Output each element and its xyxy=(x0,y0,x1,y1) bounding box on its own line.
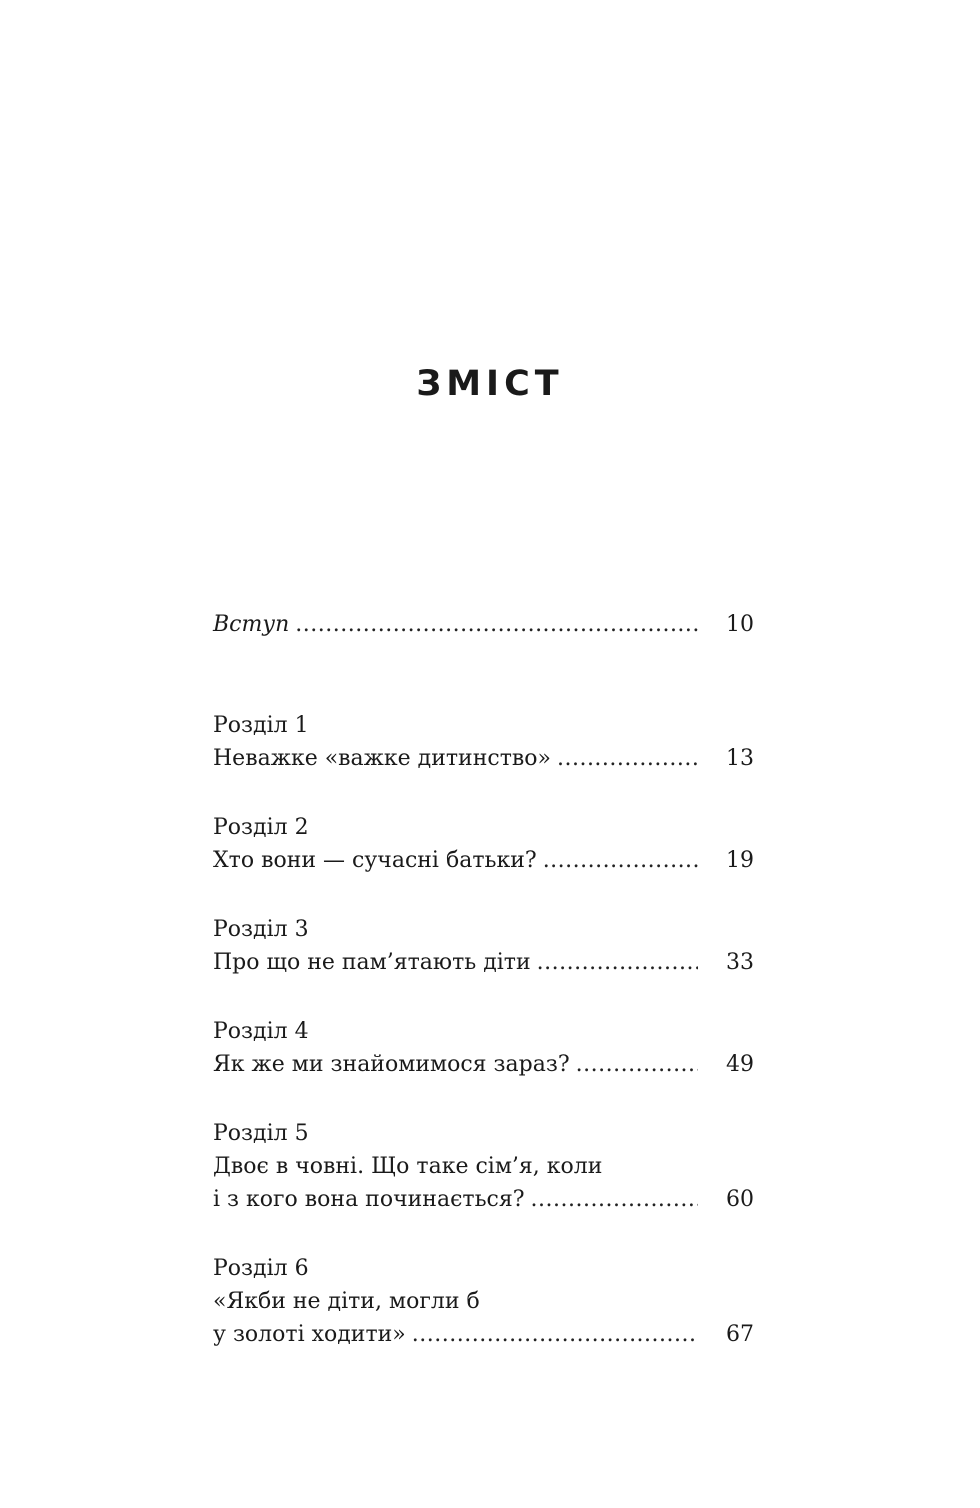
toc-entry-title: Неважке «важке дитинство» xyxy=(213,746,551,771)
chapter-label: Розділ 4 xyxy=(213,1019,309,1044)
table-of-contents xyxy=(213,608,754,1351)
chapter-label: Розділ 1 xyxy=(213,713,309,738)
toc-page-number: 67 xyxy=(726,1322,754,1347)
toc-entry-chapter-6[interactable] xyxy=(213,1253,754,1351)
toc-page-number: 60 xyxy=(726,1187,754,1212)
toc-entry-title-line-1: Двоє в човні. Що таке сім’я, коли xyxy=(213,1154,603,1179)
dot-leader xyxy=(412,1318,698,1351)
chapter-label: Розділ 5 xyxy=(213,1121,309,1146)
dot-leader xyxy=(531,1183,698,1216)
toc-entry-title-line-2: у золоті ходити» xyxy=(213,1322,406,1347)
toc-entry-chapter-2[interactable] xyxy=(213,812,754,877)
toc-page-number: 49 xyxy=(726,1052,754,1077)
chapter-label: Розділ 6 xyxy=(213,1256,309,1281)
toc-entry-title: Вступ xyxy=(213,612,290,637)
dot-leader xyxy=(537,946,698,979)
toc-entry-intro[interactable] xyxy=(213,608,754,641)
toc-entry-title: Хто вони — сучасні батьки? xyxy=(213,848,537,873)
toc-page-number: 13 xyxy=(726,746,754,771)
dot-leader xyxy=(295,608,698,641)
toc-page-number: 33 xyxy=(726,950,754,975)
toc-entry-chapter-3[interactable] xyxy=(213,914,754,979)
toc-entry-title-line-1: «Якби не діти, могли б xyxy=(213,1289,480,1314)
toc-entry-title-line-2: і з кого вона починається? xyxy=(213,1187,525,1212)
toc-page-number: 19 xyxy=(726,848,754,873)
toc-page-number: 10 xyxy=(726,612,754,637)
chapter-label: Розділ 3 xyxy=(213,917,309,942)
toc-entry-chapter-1[interactable] xyxy=(213,710,754,775)
toc-entry-title: Як же ми знайомимося зараз? xyxy=(213,1052,570,1077)
toc-entry-chapter-4[interactable] xyxy=(213,1016,754,1081)
toc-entry-chapter-5[interactable] xyxy=(213,1118,754,1216)
page-title: ЗМІСТ xyxy=(416,364,564,404)
dot-leader xyxy=(543,844,698,877)
dot-leader xyxy=(557,742,698,775)
chapter-label: Розділ 2 xyxy=(213,815,309,840)
dot-leader xyxy=(576,1048,698,1081)
toc-entry-title: Про що не пам’ятають діти xyxy=(213,950,531,975)
